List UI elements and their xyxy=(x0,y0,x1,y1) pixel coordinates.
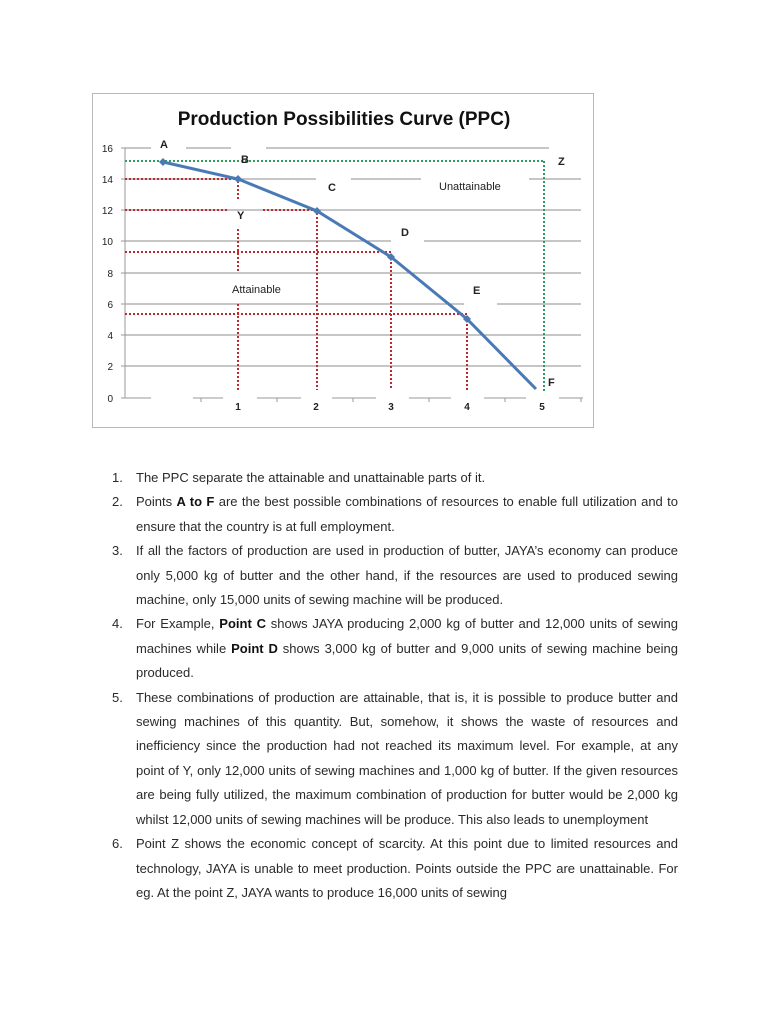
svg-text:8: 8 xyxy=(107,269,113,280)
label-b: B xyxy=(241,154,249,166)
svg-text:5: 5 xyxy=(539,402,545,413)
label-c: C xyxy=(328,182,336,194)
label-a: A xyxy=(160,139,168,151)
unattainable-label: Unattainable xyxy=(439,181,501,193)
chart-title: Production Possibilities Curve (PPC) xyxy=(177,109,511,130)
label-f: F xyxy=(548,377,555,389)
list-item: 3. If all the factors of production are used in production of butter, JAYA’s economy can produce only 5,000 kg of butter and the other hand, if the resources are used to produced sewing machine, only 15,000 units of sewing machine will be produced. xyxy=(112,543,678,608)
svg-text:6: 6 xyxy=(107,300,113,311)
ppc-curve xyxy=(163,162,536,389)
chart-canvas xyxy=(93,94,595,429)
label-y: Y xyxy=(237,210,245,222)
svg-text:3: 3 xyxy=(388,402,394,413)
svg-text:10: 10 xyxy=(101,237,113,248)
svg-text:12: 12 xyxy=(101,206,113,217)
ppc-chart xyxy=(92,93,594,428)
attainable-label: Attainable xyxy=(232,284,281,296)
x-axis-labels xyxy=(235,402,545,413)
list-item: 5. These combinations of production are attainable, that is, it is possible to produce butter and sewing machines of this quantity. But, somehow, it shows the waste of resources and inefficiency since the production had not reached its maximum level. For example, at any point of Y, only 12,000 units of sewing machines and 1,000 kg of butter. If the given resources are being fully utilized, the maximum combination of production for butter would be 2,000 kg whilst 12,000 units of sewing machines will be produce. This also leads to unemployment xyxy=(112,689,678,827)
svg-text:4: 4 xyxy=(107,331,113,342)
list-item: 1. The PPC separate the attainable and unattainable parts of it. xyxy=(112,470,486,485)
y-axis-labels xyxy=(102,144,114,405)
explanation-list xyxy=(112,466,678,905)
red-guide-lines xyxy=(125,179,467,390)
svg-text:2: 2 xyxy=(107,362,113,373)
list-item: 4. For Example, Point C shows JAYA producing 2,000 kg of butter and 12,000 units of sewing machines while Point D shows 3,000 kg of butter and 9,000 units of sewing machine being produced. xyxy=(112,616,678,681)
axes xyxy=(121,148,583,402)
list-item: 6. Point Z shows the economic concept of scarcity. At this point due to limited resources and technology, JAYA is unable to meet production. Points outside the PPC are unattainable. For eg. At the point Z, JAYA wants to produce 16,000 units of sewing xyxy=(112,836,678,900)
green-guide-lines xyxy=(125,161,544,391)
label-d: D xyxy=(401,227,409,239)
label-e: E xyxy=(473,285,481,297)
gridlines xyxy=(125,148,581,366)
label-z: Z xyxy=(558,156,565,168)
list-item: 2. Points A to F are the best possible combinations of resources to enable full utilization and to ensure that the country is at full employment. xyxy=(112,494,678,534)
svg-text:2: 2 xyxy=(313,402,319,413)
svg-text:14: 14 xyxy=(101,175,113,186)
svg-text:16: 16 xyxy=(101,144,113,155)
svg-text:4: 4 xyxy=(464,402,470,413)
svg-text:0: 0 xyxy=(107,394,113,405)
svg-text:1: 1 xyxy=(235,402,241,413)
